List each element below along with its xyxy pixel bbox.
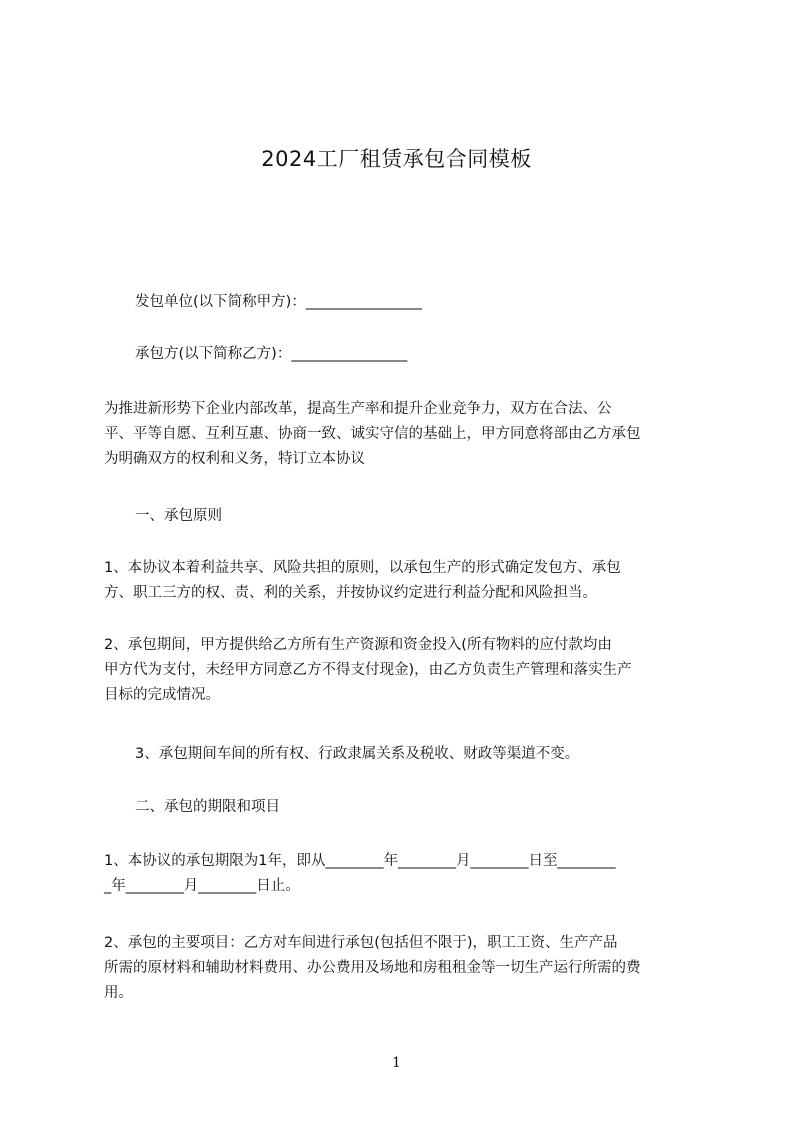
- party-a-line: 发包单位(以下简称甲方)：________________: [135, 294, 422, 310]
- page-number: 1: [392, 1055, 401, 1071]
- clause-1-2: 2、承包期间，甲方提供给乙方所有生产资源和资金投入(所有物料的应付款均由 甲方代为支付，未经甲方同意乙方不得支付现金)，由乙方负责生产管理和落实生产 目标的完成情况。: [104, 637, 632, 703]
- section-heading-term: 二、承包的期限和项目: [135, 799, 280, 815]
- party-b-line: 承包方(以下简称乙方)：________________: [135, 346, 408, 362]
- clause-2-1: 1、本协议的承包期限为1年，即从________年________月________日至________ _年________月________日止。: [104, 853, 616, 894]
- clause-1-3: 3、承包期间车间的所有权、行政隶属关系及税收、财政等渠道不变。: [135, 746, 580, 762]
- preamble-paragraph: 为推进新形势下企业内部改革，提高生产率和提升企业竞争力，双方在合法、公 平、平等自愿、互利互惠、协商一致、诚实守信的基础上，甲方同意将部由乙方承包 为明确双方的权利和义务，特订立本协议: [104, 401, 641, 467]
- document-title: 2024工厂租赁承包合同模板: [261, 147, 532, 171]
- section-heading-principles: 一、承包原则: [135, 508, 222, 524]
- clause-1-1: 1、本协议本着利益共享、风险共担的原则，以承包生产的形式确定发包方、承包 方、职工三方的权、责、利的关系，并按协议约定进行利益分配和风险担当。: [104, 560, 621, 601]
- clause-2-2: 2、承包的主要项目：乙方对车间进行承包(包括但不限于)，职工工资、生产产品 所需的原材料和辅助材料费用、办公费用及场地和房租租金等一切生产运行所需的费 用。: [104, 935, 641, 1001]
